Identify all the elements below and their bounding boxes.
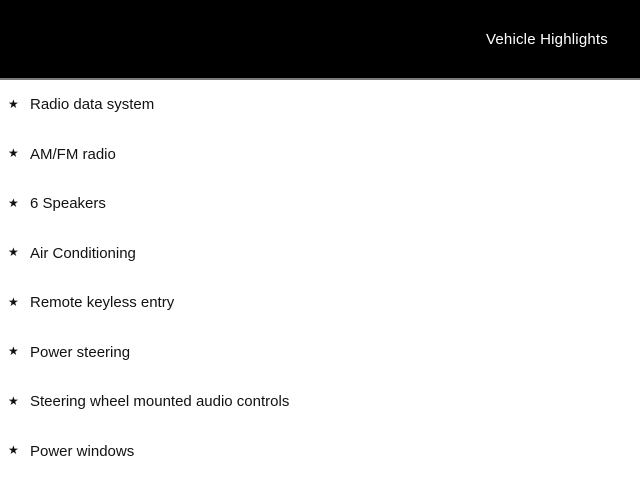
list-item-label: Radio data system xyxy=(30,96,155,114)
star-icon: ★ xyxy=(8,393,19,408)
list-item xyxy=(0,377,640,427)
star-icon: ★ xyxy=(8,443,19,458)
list-item xyxy=(0,328,640,378)
list-item-label: Power steering xyxy=(30,343,131,361)
highlights-list xyxy=(0,80,640,476)
list-item xyxy=(0,229,640,279)
list-item xyxy=(0,427,640,477)
list-item xyxy=(0,130,640,180)
list-item-label: Remote keyless entry xyxy=(30,294,175,312)
list-item-label: Steering wheel mounted audio controls xyxy=(30,393,290,411)
star-icon: ★ xyxy=(8,96,19,111)
star-icon: ★ xyxy=(8,245,19,260)
star-icon: ★ xyxy=(8,146,19,161)
list-item-label: AM/FM radio xyxy=(30,145,116,163)
list-item xyxy=(0,278,640,328)
header-bar xyxy=(0,0,640,80)
star-icon: ★ xyxy=(8,294,19,309)
star-icon: ★ xyxy=(8,344,19,359)
list-item xyxy=(0,179,640,229)
star-icon: ★ xyxy=(8,195,19,210)
list-item xyxy=(0,80,640,130)
list-item-label: 6 Speakers xyxy=(30,195,106,213)
list-item-label: Air Conditioning xyxy=(30,244,136,262)
list-item-label: Power windows xyxy=(30,442,135,460)
page-title: Vehicle Highlights xyxy=(485,30,608,48)
